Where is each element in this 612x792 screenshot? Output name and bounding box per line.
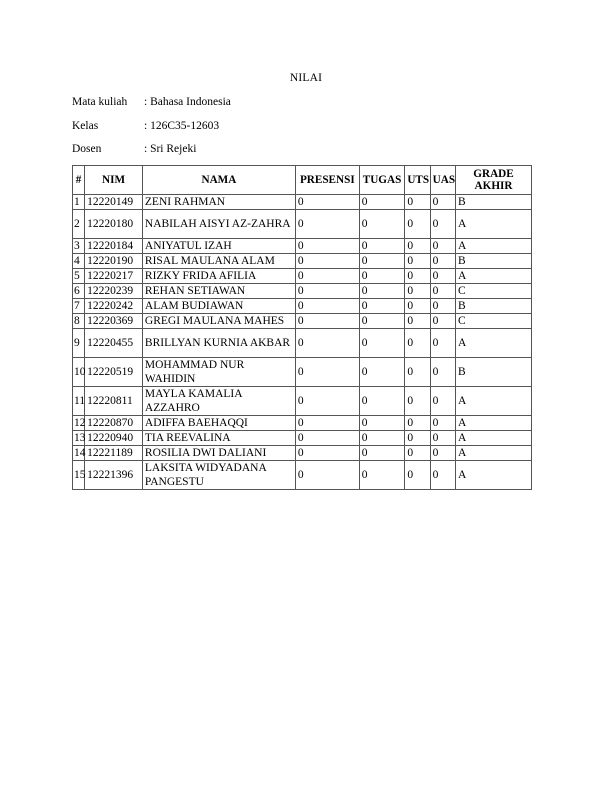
cell-tugas: 0 — [359, 461, 405, 490]
table-row — [73, 195, 532, 210]
cell-presensi: 0 — [295, 329, 359, 358]
cell-grade: B — [455, 254, 531, 269]
header-no: # — [73, 166, 85, 195]
cell-uts: 0 — [405, 387, 430, 416]
cell-nim: 12220870 — [85, 416, 143, 431]
table-row — [73, 329, 532, 358]
cell-uas: 0 — [430, 269, 455, 284]
cell-tugas: 0 — [359, 195, 405, 210]
cell-uts: 0 — [405, 461, 430, 490]
cell-no: 11 — [73, 387, 85, 416]
cell-no: 13 — [74, 431, 86, 444]
header-grade-akhir: GRADE AKHIR — [455, 166, 531, 195]
cell-uts: 0 — [405, 284, 430, 299]
cell-nama: GREGI MAULANA MAHES — [142, 314, 295, 329]
cell-uts: 0 — [405, 210, 430, 239]
table-row — [73, 461, 532, 490]
cell-uas: 0 — [430, 446, 455, 461]
dosen-value: : Sri Rejeki — [144, 143, 197, 155]
cell-nim: 12221396 — [85, 461, 143, 490]
cell-nama: MOHAMMAD NUR WAHIDIN — [142, 358, 295, 387]
cell-tugas: 0 — [359, 358, 405, 387]
cell-uas: 0 — [430, 461, 455, 490]
header-nama: NAMA — [142, 166, 295, 195]
cell-no: 2 — [73, 210, 85, 239]
table-row — [73, 299, 532, 314]
kelas-label: Kelas — [72, 120, 99, 132]
cell-nim: 12220184 — [85, 239, 143, 254]
header-uts: UTS — [405, 166, 430, 195]
header-tugas: TUGAS — [359, 166, 405, 195]
cell-nama: MAYLA KAMALIA AZZAHRO — [142, 387, 295, 416]
cell-presensi: 0 — [295, 299, 359, 314]
cell-uts: 0 — [405, 431, 430, 446]
cell-tugas: 0 — [359, 239, 405, 254]
cell-nama: TIA REEVALINA — [142, 431, 295, 446]
cell-tugas: 0 — [359, 284, 405, 299]
cell-uas: 0 — [430, 284, 455, 299]
cell-nim: 12220239 — [85, 284, 143, 299]
cell-uas: 0 — [430, 195, 455, 210]
cell-uas: 0 — [430, 239, 455, 254]
cell-grade: A — [455, 446, 531, 461]
table-row — [73, 254, 532, 269]
kelas-value: : 126C35-12603 — [144, 120, 220, 132]
cell-presensi: 0 — [295, 431, 359, 446]
cell-grade: A — [455, 461, 531, 490]
cell-uts: 0 — [405, 358, 430, 387]
cell-tugas: 0 — [359, 387, 405, 416]
header-nim: NIM — [85, 166, 143, 195]
table-row — [73, 284, 532, 299]
cell-nama: BRILLYAN KURNIA AKBAR — [142, 329, 295, 358]
cell-no: 1 — [73, 195, 85, 210]
cell-uas: 0 — [430, 329, 455, 358]
info-mata-kuliah — [72, 96, 231, 108]
cell-uts: 0 — [405, 239, 430, 254]
table-row — [73, 239, 532, 254]
cell-grade: B — [455, 358, 531, 387]
cell-nim: 12220369 — [85, 314, 143, 329]
cell-nama: ROSILIA DWI DALIANI — [142, 446, 295, 461]
cell-no: 6 — [73, 284, 85, 299]
cell-presensi: 0 — [295, 416, 359, 431]
cell-no: 15 — [73, 461, 85, 490]
cell-no: 14 — [74, 446, 86, 459]
cell-uas: 0 — [430, 299, 455, 314]
cell-uts: 0 — [405, 269, 430, 284]
cell-tugas: 0 — [359, 416, 405, 431]
cell-nim: 12220455 — [85, 329, 143, 358]
cell-grade: A — [455, 210, 531, 239]
cell-uas: 0 — [430, 210, 455, 239]
info-dosen — [72, 143, 196, 155]
cell-nim: 12220190 — [85, 254, 143, 269]
cell-uas: 0 — [430, 358, 455, 387]
cell-no: 7 — [73, 299, 85, 314]
cell-presensi: 0 — [295, 461, 359, 490]
cell-nim: 12220149 — [85, 195, 143, 210]
table-row — [73, 314, 532, 329]
cell-presensi: 0 — [295, 210, 359, 239]
table-row — [73, 416, 532, 431]
cell-presensi: 0 — [295, 284, 359, 299]
cell-nim: 12221189 — [85, 446, 143, 461]
mata-kuliah-value: : Bahasa Indonesia — [144, 96, 231, 108]
info-kelas — [72, 120, 219, 132]
cell-nama: ADIFFA BAEHAQQI — [142, 416, 295, 431]
table-row — [73, 210, 532, 239]
grades-table — [72, 165, 532, 490]
table-row — [73, 446, 532, 461]
cell-nim: 12220242 — [85, 299, 143, 314]
cell-nama: ZENI RAHMAN — [142, 195, 295, 210]
header-presensi: PRESENSI — [295, 166, 359, 195]
cell-uas: 0 — [430, 314, 455, 329]
cell-no: 3 — [73, 239, 85, 254]
cell-uas: 0 — [430, 254, 455, 269]
cell-grade: A — [455, 329, 531, 358]
cell-nim: 12220180 — [85, 210, 143, 239]
cell-grade: A — [455, 416, 531, 431]
header-uas: UAS — [430, 166, 455, 195]
cell-uas: 0 — [430, 431, 455, 446]
cell-nim: 12220217 — [85, 269, 143, 284]
cell-tugas: 0 — [359, 269, 405, 284]
cell-uts: 0 — [405, 416, 430, 431]
cell-no: 4 — [73, 254, 85, 269]
cell-uts: 0 — [405, 299, 430, 314]
cell-uts: 0 — [405, 314, 430, 329]
cell-presensi: 0 — [295, 387, 359, 416]
cell-uas: 0 — [430, 416, 455, 431]
cell-tugas: 0 — [359, 446, 405, 461]
cell-presensi: 0 — [295, 269, 359, 284]
cell-nim: 12220519 — [85, 358, 143, 387]
cell-nim: 12220811 — [85, 387, 143, 416]
table-row — [73, 431, 532, 446]
cell-tugas: 0 — [359, 314, 405, 329]
cell-presensi: 0 — [295, 195, 359, 210]
cell-uts: 0 — [405, 329, 430, 358]
cell-nama: NABILAH AISYI AZ-ZAHRA — [142, 210, 295, 239]
cell-no: 5 — [73, 269, 85, 284]
cell-presensi: 0 — [295, 446, 359, 461]
cell-nama: RIZKY FRIDA AFILIA — [142, 269, 295, 284]
cell-grade: A — [455, 431, 531, 446]
cell-grade: A — [455, 239, 531, 254]
cell-grade: C — [455, 284, 531, 299]
cell-grade: B — [455, 299, 531, 314]
cell-no: 10 — [73, 358, 85, 387]
cell-nama: ANIYATUL IZAH — [142, 239, 295, 254]
cell-presensi: 0 — [295, 358, 359, 387]
cell-presensi: 0 — [295, 314, 359, 329]
cell-no: 8 — [73, 314, 85, 329]
cell-tugas: 0 — [359, 431, 405, 446]
cell-nama: ALAM BUDIAWAN — [142, 299, 295, 314]
table-row — [73, 387, 532, 416]
cell-grade: A — [455, 269, 531, 284]
cell-grade: C — [455, 314, 531, 329]
cell-tugas: 0 — [359, 329, 405, 358]
cell-grade: A — [455, 387, 531, 416]
cell-presensi: 0 — [295, 239, 359, 254]
cell-nim: 12220940 — [85, 431, 143, 446]
page-title: NILAI — [289, 72, 323, 84]
table-row — [73, 269, 532, 284]
dosen-label: Dosen — [72, 143, 102, 155]
cell-nama: RISAL MAULANA ALAM — [142, 254, 295, 269]
cell-tugas: 0 — [359, 299, 405, 314]
cell-nama: LAKSITA WIDYADANA PANGESTU — [142, 461, 295, 490]
cell-no: 9 — [73, 329, 85, 358]
cell-uts: 0 — [405, 446, 430, 461]
cell-nama: REHAN SETIAWAN — [142, 284, 295, 299]
cell-tugas: 0 — [359, 254, 405, 269]
cell-tugas: 0 — [359, 210, 405, 239]
table-row — [73, 358, 532, 387]
mata-kuliah-label: Mata kuliah — [72, 96, 128, 108]
cell-uts: 0 — [405, 254, 430, 269]
cell-uas: 0 — [430, 387, 455, 416]
cell-no: 12 — [74, 416, 86, 429]
table-header-row — [73, 166, 532, 195]
cell-uts: 0 — [405, 195, 430, 210]
cell-presensi: 0 — [295, 254, 359, 269]
cell-grade: B — [455, 195, 531, 210]
